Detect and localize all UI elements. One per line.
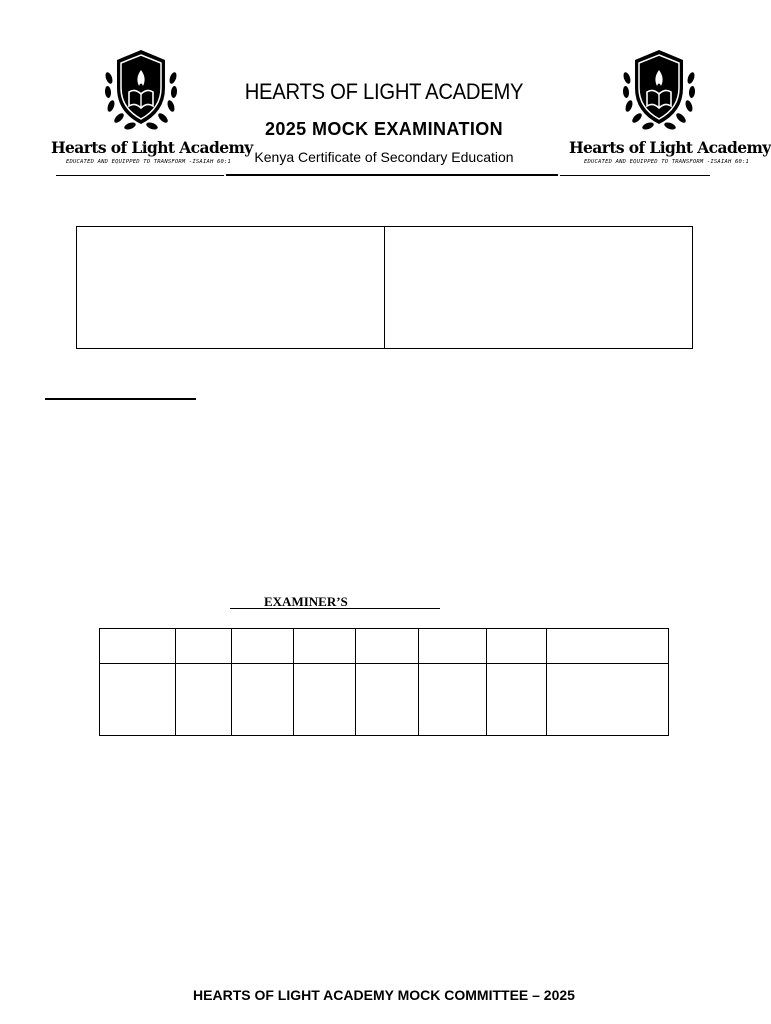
score-cell[interactable] bbox=[176, 664, 232, 736]
heading-underline bbox=[45, 398, 196, 400]
table-cell bbox=[487, 629, 547, 664]
school-logo-left bbox=[48, 48, 253, 172]
info-cell-left[interactable] bbox=[77, 227, 384, 348]
certificate-title: Kenya Certificate of Secondary Education bbox=[254, 149, 514, 165]
school-logo-right bbox=[566, 48, 771, 172]
candidate-info-box bbox=[76, 226, 693, 349]
crest-icon bbox=[621, 48, 697, 134]
exam-title: 2025 MOCK EXAMINATION bbox=[264, 119, 504, 139]
score-cell[interactable] bbox=[419, 664, 487, 736]
score-cell[interactable] bbox=[487, 664, 547, 736]
header-divider-center bbox=[226, 174, 558, 176]
header-divider-right bbox=[560, 175, 710, 176]
header-divider-left bbox=[56, 175, 224, 176]
table-header-row bbox=[100, 629, 669, 664]
table-cell bbox=[419, 629, 487, 664]
total-score-cell[interactable] bbox=[547, 664, 669, 736]
table-cell bbox=[176, 629, 232, 664]
table-cell bbox=[100, 629, 176, 664]
crest-icon bbox=[103, 48, 179, 134]
score-cell[interactable] bbox=[356, 664, 419, 736]
logo-name: Hearts of Light Academy bbox=[569, 138, 771, 157]
table-cell bbox=[356, 629, 419, 664]
table-cell bbox=[547, 629, 669, 664]
logo-motto: EDUCATED AND EQUIPPED TO TRANSFORM -ISAIAH 60:1 bbox=[584, 159, 750, 165]
school-title: HEARTS OF LIGHT ACADEMY bbox=[244, 79, 524, 104]
info-cell-right[interactable] bbox=[384, 227, 692, 348]
table-row bbox=[100, 664, 669, 736]
score-cell[interactable] bbox=[100, 664, 176, 736]
logo-motto: EDUCATED AND EQUIPPED TO TRANSFORM -ISAIAH 60:1 bbox=[66, 159, 232, 165]
table-cell bbox=[294, 629, 356, 664]
logo-name: Hearts of Light Academy bbox=[51, 138, 253, 157]
page-footer: HEARTS OF LIGHT ACADEMY MOCK COMMITTEE – 2025 bbox=[193, 987, 575, 1003]
examiner-heading bbox=[230, 594, 440, 609]
score-cell[interactable] bbox=[294, 664, 356, 736]
examiner-label: EXAMINER’S bbox=[264, 594, 348, 609]
score-cell[interactable] bbox=[232, 664, 294, 736]
examiner-score-table bbox=[99, 628, 669, 736]
table-cell bbox=[232, 629, 294, 664]
